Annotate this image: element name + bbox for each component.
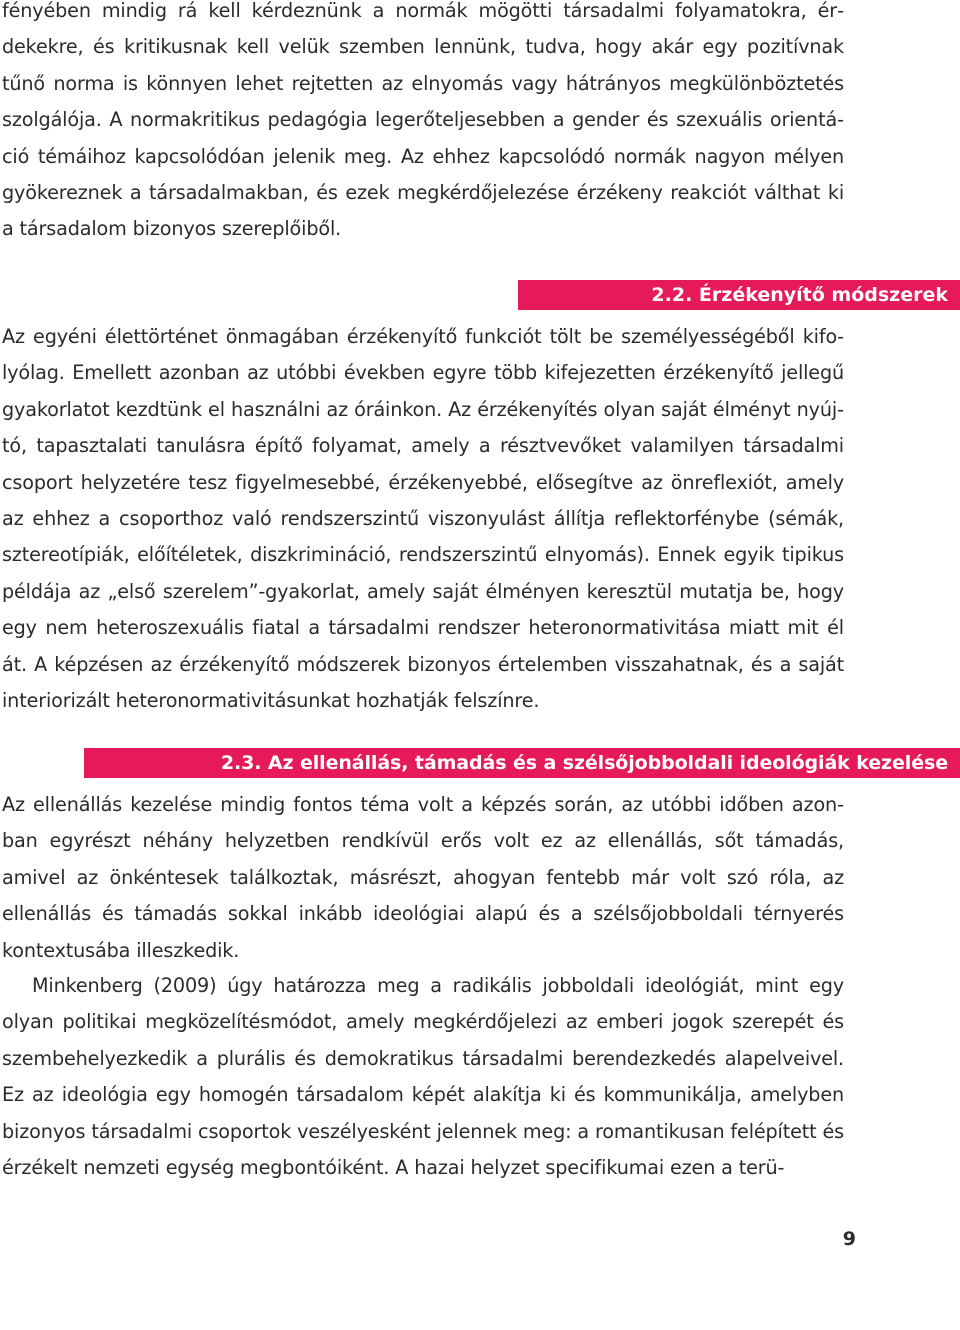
body-paragraph-4: Minkenberg (2009) úgy határozza meg a radikális jobboldali ideológiát, mint egy olyan politikai megközelítésmódot, amely megkérdőjelezi az emberi jogok szerepét és szembehelyezkedik a plurális és demokratikus társadalmi berendezkedés alapelveivel. Ez az ideológia egy homogén társadalom képét alakítja ki és kommunikálja, amelyben bizonyos társadalmi csoportok veszélyesként jelennek meg: a romantikusan felépített és érzékelt nemzeti egység megbontóiként. A hazai helyzet specifikumai ezen a terü- [2,974,844,1180]
body-paragraph-2: Az egyéni élettörténet önmagában érzékenyítő funkciót tölt be személyességéből kifolyólag. Emellett azonban az utóbbi években egyre több kifejezetten érzékenyítő jellegű gyakorlatot kezdtünk el használni az óráinkon. Az érzékenyítés olyan saját élményt nyújtó, tapasztalati tanulásra építő folyamat, amely a résztvevőket valamilyen társadalmi csoport helyzetére tesz figyelmesebbé, érzékenyebbé, elősegítve az önreflexiót, amely az ehhez a csoporthoz való rendszerszintű viszonyulást állítja reflektorfénybe (sémák, sztereotípiák, előítéletek, diszkrimináció, rendszerszintű elnyomás). Ennek egyik tipikus példája az „első szerelem”-gyakorlat, amely saját élményen keresztül mutatja be, hogy egy nem heteroszexuális fiatal a társadalmi rendszer heteronormativitása miatt mit él át. A képzésen az érzékenyítő módszerek bizonyos értelemben visszahatnak, és a saját interiorizált heteronormativitásunkat hozhatják felszínre. [2,325,844,713]
section-heading-2-2: 2.2. Érzékenyítő módszerek [518,280,960,310]
body-paragraph-1: fényében mindig rá kell kérdeznünk a normák mögötti társadalmi folyamatokra, érdekekre, és kritikusnak kell velük szemben lennünk, tudva, hogy akár egy pozitívnak tűnő norma is könnyen lehet rejtetten az elnyomás vagy hátrányos megkülönböztetés szolgálója. A normakritikus pedagógia legerőteljesebben a gender és szexuális orientáció témáihoz kapcsolódóan jelenik meg. Az ehhez kapcsolódó normák nagyon mélyen gyökereznek a társadalmakban, és ezek megkérdőjelezése érzékeny reakciót válthat ki a társadalom bizonyos szereplőiből. [2,0,844,241]
page-number: 9 [842,1228,856,1250]
body-paragraph-3: Az ellenállás kezelése mindig fontos téma volt a képzés során, az utóbbi időben azonban egyrészt néhány helyzetben rendkívül erős volt ez az ellenállás, sőt támadás, amivel az önkéntesek találkoztak, másrészt, ahogyan fentebb már volt szó róla, az ellenállás és támadás sokkal inkább ideológiai alapú és a szélsőjobboldali térnyerés kontextusába illeszkedik. [2,793,844,962]
section-heading-2-3: 2.3. Az ellenállás, támadás és a szélsőjobboldali ideológiák kezelése [84,748,960,778]
